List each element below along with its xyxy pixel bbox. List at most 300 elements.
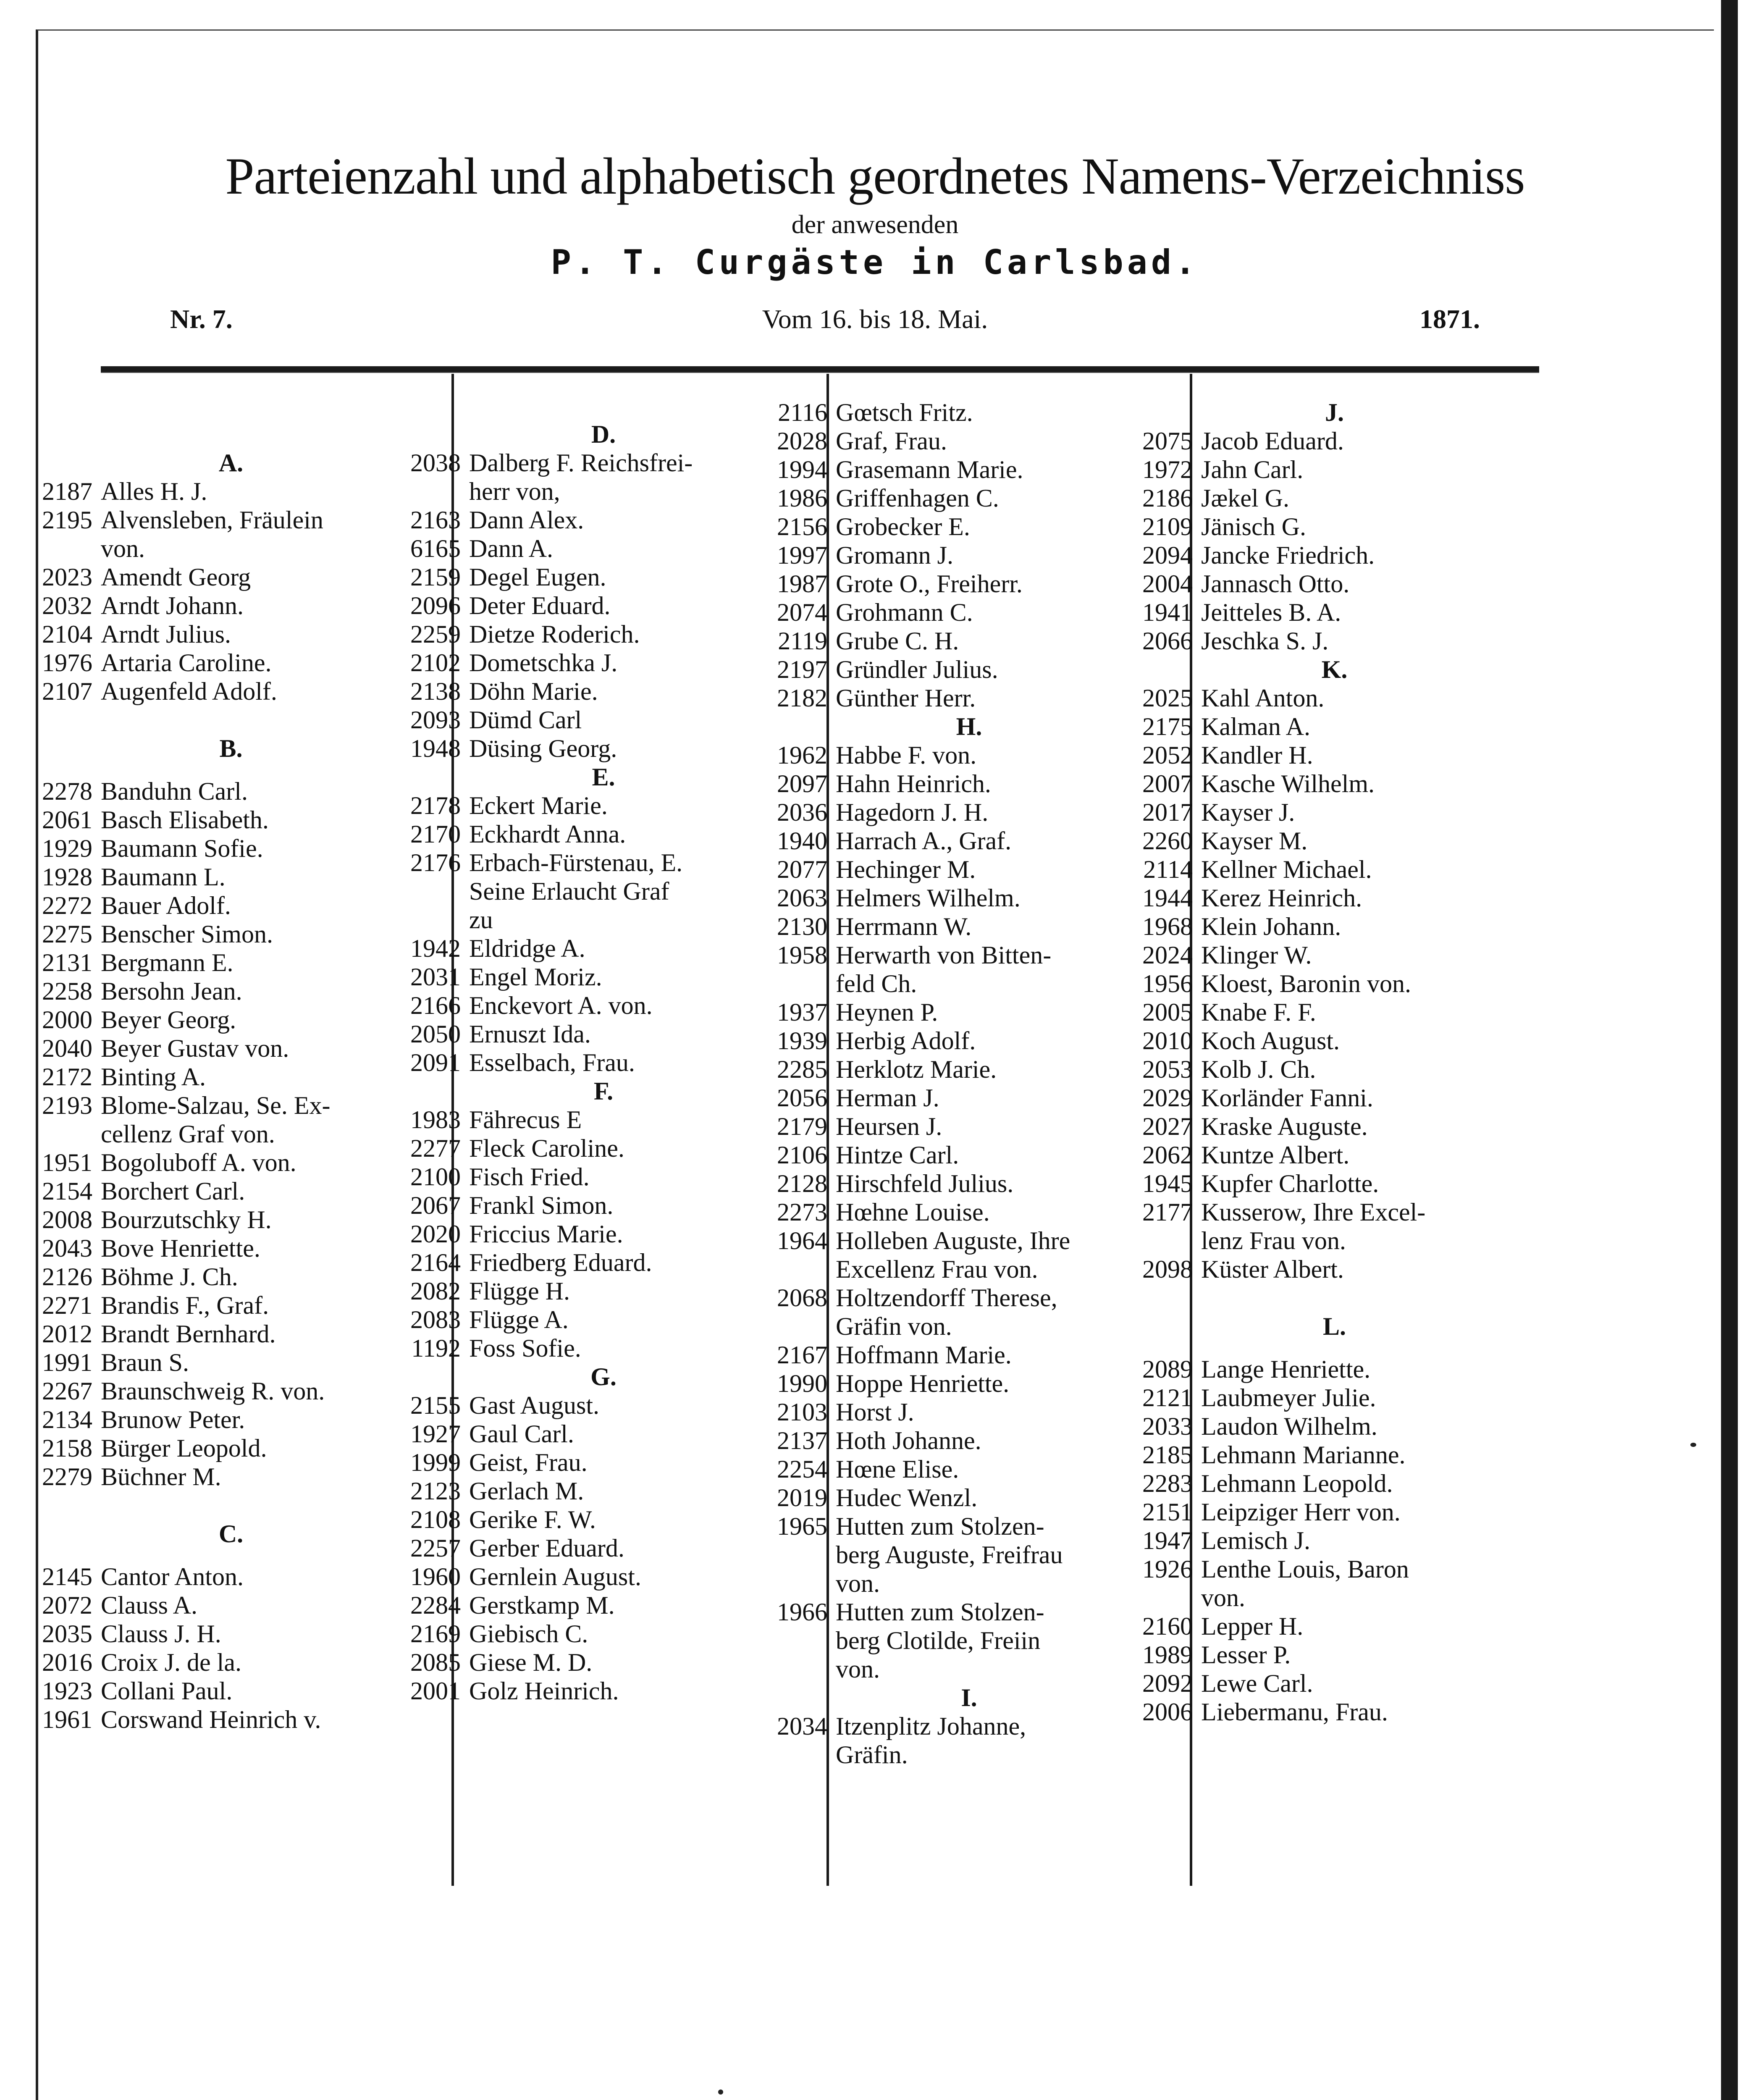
- guest-name-continued: Seine Erlaucht Graf: [469, 877, 669, 905]
- guest-name: Jækel G.: [1201, 484, 1289, 512]
- guest-name: Cantor Anton.: [101, 1563, 244, 1591]
- guest-name: Graf, Frau.: [836, 427, 947, 455]
- list-item: [1115, 1498, 1554, 1526]
- list-item: [1115, 1383, 1554, 1412]
- guest-name: Kerez Heinrich.: [1201, 884, 1362, 912]
- guest-name: Geist, Frau.: [469, 1449, 588, 1476]
- guest-name: Koch August.: [1201, 1027, 1340, 1055]
- section-heading: J.: [1325, 399, 1344, 426]
- guest-name: Kayser J.: [1201, 798, 1295, 826]
- party-number: 1968: [1142, 913, 1193, 940]
- list-item: [15, 477, 447, 506]
- guest-name: Amendt Georg: [101, 563, 251, 591]
- party-number: 2126: [42, 1263, 92, 1291]
- party-number: 2092: [1142, 1670, 1193, 1697]
- entry-line: [15, 920, 447, 948]
- party-number: 1999: [410, 1449, 461, 1476]
- guest-name: Harrach A., Graf.: [836, 827, 1012, 855]
- party-number: 2063: [777, 884, 827, 912]
- guest-name: Alvensleben, Fräulein: [101, 506, 323, 534]
- list-item: [1115, 969, 1554, 998]
- entry-line: [1115, 684, 1554, 712]
- party-number: 6165: [410, 535, 461, 562]
- party-number: 2089: [1142, 1355, 1193, 1383]
- list-item: [15, 563, 447, 591]
- entry-line: [1115, 1084, 1554, 1112]
- guest-name: Dümd Carl: [469, 706, 582, 734]
- guest-name: Lange Henriette.: [1201, 1355, 1371, 1383]
- party-number: 2159: [410, 563, 461, 591]
- guest-name: Korländer Fanni.: [1201, 1084, 1373, 1112]
- print-speck: [718, 2090, 723, 2095]
- print-speck: [1690, 1443, 1696, 1447]
- list-item: [1115, 1055, 1554, 1084]
- guest-name: Horst J.: [836, 1398, 914, 1426]
- entry-line: [15, 1620, 447, 1648]
- section-heading: K.: [1321, 656, 1348, 683]
- list-item: [1115, 1141, 1554, 1169]
- party-number: 1962: [777, 741, 827, 769]
- party-number: 2033: [1142, 1412, 1193, 1440]
- list-item: [15, 1063, 447, 1091]
- guest-name: Dometschka J.: [469, 649, 618, 677]
- guest-name: Hechinger M.: [836, 856, 976, 883]
- guest-name: Jeschka S. J.: [1201, 627, 1329, 655]
- entry-line: [15, 1348, 447, 1377]
- party-number: 2275: [42, 920, 92, 948]
- entry-line: [1115, 1355, 1554, 1383]
- party-number: 2267: [42, 1377, 92, 1405]
- list-item: [1115, 827, 1554, 855]
- guest-name-continued: feld Ch.: [836, 970, 917, 998]
- list-item: [1115, 912, 1554, 941]
- list-item: [15, 1034, 447, 1063]
- guest-name: Griffenhagen C.: [836, 484, 999, 512]
- party-number: 2278: [42, 777, 92, 805]
- guest-name: Dietze Roderich.: [469, 620, 640, 648]
- party-number: 2172: [42, 1063, 92, 1091]
- guest-name: Lehmann Leopold.: [1201, 1470, 1393, 1497]
- guest-name: Lepper H.: [1201, 1612, 1304, 1640]
- entry-line: [15, 1377, 447, 1405]
- guest-name: Lewe Carl.: [1201, 1670, 1313, 1697]
- list-item: [1115, 484, 1554, 512]
- list-item: [15, 806, 447, 834]
- section-heading: B.: [219, 735, 243, 762]
- list-item: [1115, 1026, 1554, 1055]
- list-item: [1115, 541, 1554, 570]
- entry-line: [1115, 1383, 1554, 1412]
- party-number: 2258: [42, 977, 92, 1005]
- party-number: 1927: [410, 1420, 461, 1448]
- guest-name: Braunschweig R. von.: [101, 1377, 325, 1405]
- list-item: [1115, 1084, 1554, 1112]
- entry-line: [15, 1148, 447, 1177]
- entry-line: [15, 1234, 447, 1263]
- entry-line: [15, 834, 447, 863]
- guest-name: Engel Moriz.: [469, 963, 602, 991]
- entry-line: [15, 863, 447, 891]
- list-item: [15, 506, 447, 563]
- guest-name-continued: cellenz Graf von.: [101, 1120, 275, 1148]
- party-number: 2179: [777, 1113, 827, 1140]
- guest-name: Dann A.: [469, 535, 553, 562]
- party-number: 2176: [410, 849, 461, 877]
- guest-name: Augenfeld Adolf.: [101, 677, 277, 705]
- entry-line: [15, 777, 447, 806]
- guest-name: Bogoluboff A. von.: [101, 1149, 296, 1176]
- entry-line: [1115, 1255, 1554, 1284]
- guest-name-continued: lenz Frau von.: [1201, 1227, 1346, 1255]
- entry-line: [1115, 1412, 1554, 1441]
- guest-name: Collani Paul.: [101, 1677, 233, 1705]
- party-number: 2271: [42, 1292, 92, 1319]
- entry-line: [15, 1034, 447, 1063]
- guest-name: Hintze Carl.: [836, 1141, 959, 1169]
- guest-name: Gœtsch Fritz.: [836, 399, 973, 426]
- list-item: [1115, 1198, 1554, 1255]
- party-number: 2121: [1142, 1384, 1193, 1412]
- list-item: [15, 648, 447, 677]
- entry-line: [15, 1291, 447, 1320]
- list-item: [1115, 741, 1554, 769]
- list-item: [1115, 941, 1554, 969]
- party-number: 2185: [1142, 1441, 1193, 1469]
- guest-name: Arndt Johann.: [101, 592, 244, 620]
- list-item: [1115, 455, 1554, 484]
- guest-name: Herbig Adolf.: [836, 1027, 976, 1055]
- entry-line: [1115, 1141, 1554, 1169]
- party-number: 2182: [777, 684, 827, 712]
- entry-line: [15, 948, 447, 977]
- section-heading: D.: [591, 420, 616, 448]
- party-number: 2023: [42, 563, 92, 591]
- entry-line: [15, 620, 447, 648]
- party-number: 2035: [42, 1620, 92, 1648]
- party-number: 2031: [410, 963, 461, 991]
- guest-name: Klein Johann.: [1201, 913, 1341, 940]
- party-number: 2012: [42, 1320, 92, 1348]
- guest-name: Fisch Fried.: [469, 1163, 590, 1191]
- party-number: 2050: [410, 1020, 461, 1048]
- guest-name-continued: Gräfin von.: [836, 1312, 952, 1340]
- guest-name: Gerike F. W.: [469, 1506, 596, 1533]
- section-heading: H.: [956, 713, 982, 740]
- list-item: [15, 1677, 447, 1705]
- guest-name: Alles H. J.: [101, 478, 207, 505]
- list-item: [15, 834, 447, 863]
- party-number: 2017: [1142, 798, 1193, 826]
- entry-line: [1115, 1612, 1554, 1641]
- guest-name: Bersohn Jean.: [101, 977, 242, 1005]
- issue-number: Nr. 7.: [170, 304, 233, 334]
- guest-name: Herman J.: [836, 1084, 939, 1112]
- guest-name: Laudon Wilhelm.: [1201, 1412, 1377, 1440]
- guest-name: Hagedorn J. H.: [836, 798, 989, 826]
- guest-name: Leipziger Herr von.: [1201, 1498, 1401, 1526]
- party-number: 2001: [410, 1677, 461, 1705]
- guest-name: Kandler H.: [1201, 741, 1313, 769]
- list-item: [15, 1620, 447, 1648]
- guest-name: Büchner M.: [101, 1463, 221, 1491]
- guest-name: Gerber Eduard.: [469, 1534, 624, 1562]
- guest-name: Corswand Heinrich v.: [101, 1706, 321, 1733]
- spacer: [15, 420, 447, 449]
- party-number: 2007: [1142, 770, 1193, 798]
- party-number: 2100: [410, 1163, 461, 1191]
- guest-name-continued: berg Auguste, Freifrau: [836, 1541, 1063, 1569]
- party-number: 1997: [777, 541, 827, 569]
- guest-name: Kellner Michael.: [1201, 856, 1372, 883]
- guest-name: Gerlach M.: [469, 1477, 584, 1505]
- party-number: 2177: [1142, 1198, 1193, 1226]
- party-number: 1987: [777, 570, 827, 598]
- entry-line: [1115, 570, 1554, 598]
- party-number: 2027: [1142, 1113, 1193, 1140]
- guest-name: Croix J. de la.: [101, 1648, 241, 1676]
- guest-name: Kayser M.: [1201, 827, 1308, 855]
- party-number: 2160: [1142, 1612, 1193, 1640]
- entry-line: [1115, 1698, 1554, 1726]
- guest-name: Herklotz Marie.: [836, 1055, 997, 1083]
- guest-name: Enckevort A. von.: [469, 992, 653, 1019]
- party-number: 2024: [1142, 941, 1193, 969]
- guest-name: Lemisch J.: [1201, 1527, 1310, 1554]
- entry-line: [1115, 1555, 1554, 1583]
- guest-name: Eckert Marie.: [469, 792, 608, 819]
- party-number: 2102: [410, 649, 461, 677]
- guest-name: Grobecker E.: [836, 513, 970, 541]
- party-number: 2004: [1142, 570, 1193, 598]
- guest-name: Golz Heinrich.: [469, 1677, 619, 1705]
- party-number: 1956: [1142, 970, 1193, 998]
- list-item: [1115, 1169, 1554, 1198]
- party-number: 2166: [410, 992, 461, 1019]
- guest-name-continued: von.: [836, 1570, 880, 1597]
- guest-name: Hutten zum Stolzen-: [836, 1512, 1044, 1540]
- guest-name: Bergmann E.: [101, 949, 234, 976]
- guest-name: Jänisch G.: [1201, 513, 1306, 541]
- guest-name: Hoffmann Marie.: [836, 1341, 1012, 1369]
- entry-line: [1115, 1055, 1554, 1084]
- guest-name: Herrmann W.: [836, 913, 972, 940]
- party-number: 2154: [42, 1177, 92, 1205]
- guest-name: Grote O., Freiherr.: [836, 570, 1023, 598]
- guest-name: Fährecus E: [469, 1106, 582, 1134]
- list-item: [15, 948, 447, 977]
- guest-name: Brunow Peter.: [101, 1406, 245, 1433]
- guest-name: Bauer Adolf.: [101, 892, 231, 919]
- list-item: [1115, 684, 1554, 712]
- party-number: 2145: [42, 1563, 92, 1591]
- section-heading: E.: [592, 763, 615, 791]
- entry-line: [1115, 741, 1554, 769]
- list-item: [1115, 1612, 1554, 1641]
- guest-name: Hœne Elise.: [836, 1455, 959, 1483]
- section-heading: G.: [590, 1363, 617, 1391]
- list-item: [15, 1648, 447, 1677]
- guest-name: Ernuszt Ida.: [469, 1020, 591, 1048]
- list-item: [15, 1177, 447, 1205]
- header-rule: [101, 366, 1539, 373]
- party-number: 2094: [1142, 541, 1193, 569]
- list-item: [15, 1705, 447, 1734]
- guest-name: Lesser P.: [1201, 1641, 1291, 1669]
- guest-name: Hoth Johanne.: [836, 1427, 981, 1454]
- guest-name: Dalberg F. Reichsfrei-: [469, 449, 693, 477]
- section-heading: C.: [218, 1520, 244, 1548]
- entry-line: [1115, 855, 1554, 884]
- entry-line: [1115, 541, 1554, 570]
- guest-name: Baumann Sofie.: [101, 835, 263, 862]
- entry-line: [1115, 1112, 1554, 1141]
- party-number: 2072: [42, 1591, 92, 1619]
- entry-line: [1115, 912, 1554, 941]
- list-item: [1115, 1698, 1554, 1726]
- entry-line: [1115, 1498, 1554, 1526]
- guest-name: Jeitteles B. A.: [1201, 598, 1341, 626]
- guest-name: Beyer Gustav von.: [101, 1034, 289, 1062]
- party-number: 2279: [42, 1463, 92, 1491]
- guest-name: Friedberg Eduard.: [469, 1249, 652, 1276]
- guest-name: Gast August.: [469, 1391, 600, 1419]
- guest-name-continued: berg Clotilde, Freiin: [836, 1627, 1041, 1654]
- guest-name: Clauss J. H.: [101, 1620, 221, 1648]
- entry-line: [15, 1434, 447, 1462]
- entry-line: [1115, 1641, 1554, 1669]
- guest-name: Habbe F. von.: [836, 741, 977, 769]
- party-number: 1926: [1142, 1555, 1193, 1583]
- guest-name: Günther Herr.: [836, 684, 976, 712]
- guest-name: Esselbach, Frau.: [469, 1049, 635, 1076]
- party-number: 2008: [42, 1206, 92, 1234]
- party-number: 2077: [777, 856, 827, 883]
- guest-name: Böhme J. Ch.: [101, 1263, 238, 1291]
- list-item: [15, 1263, 447, 1291]
- party-number: 2155: [410, 1391, 461, 1419]
- party-number: 1937: [777, 998, 827, 1026]
- party-number: 2006: [1142, 1698, 1193, 1726]
- guest-name: Heynen P.: [836, 998, 938, 1026]
- party-number: 2169: [410, 1620, 461, 1648]
- party-number: 2074: [777, 598, 827, 626]
- guest-name: Banduhn Carl.: [101, 777, 248, 805]
- entry-line: [1115, 798, 1554, 827]
- guest-name: Hoppe Henriette.: [836, 1370, 1010, 1397]
- party-number: 2277: [410, 1134, 461, 1162]
- party-number: 2062: [1142, 1141, 1193, 1169]
- guest-name: Holleben Auguste, Ihre: [836, 1227, 1070, 1255]
- party-number: 1939: [777, 1027, 827, 1055]
- guest-name: Küster Albert.: [1201, 1255, 1344, 1283]
- guest-name: Liebermanu, Frau.: [1201, 1698, 1388, 1726]
- list-item: [15, 1562, 447, 1591]
- guest-name: Giese M. D.: [469, 1648, 593, 1676]
- list-item: [15, 677, 447, 706]
- party-number: 2082: [410, 1277, 461, 1305]
- party-number: 2025: [1142, 684, 1193, 712]
- guest-name: Gromann J.: [836, 541, 953, 569]
- party-number: 2134: [42, 1406, 92, 1433]
- list-item: [15, 1377, 447, 1405]
- party-number: 1965: [777, 1512, 827, 1540]
- guest-name: Holtzendorff Therese,: [836, 1284, 1057, 1312]
- guest-name: Lehmann Marianne.: [1201, 1441, 1406, 1469]
- party-number: 2284: [410, 1591, 461, 1619]
- list-item: [1115, 1255, 1554, 1284]
- list-item: [15, 1205, 447, 1234]
- list-item: [1115, 1669, 1554, 1698]
- entry-line: [1115, 884, 1554, 912]
- party-number: 2091: [410, 1049, 461, 1076]
- party-number: 2019: [777, 1484, 827, 1512]
- guest-name: Kupfer Charlotte.: [1201, 1170, 1379, 1197]
- party-number: 2273: [777, 1198, 827, 1226]
- party-number: 2131: [42, 949, 92, 976]
- party-number: 2029: [1142, 1084, 1193, 1112]
- entry-line: [1115, 455, 1554, 484]
- guest-name: Itzenplitz Johanne,: [836, 1712, 1026, 1740]
- list-item: [1115, 998, 1554, 1026]
- guest-name: Artaria Caroline.: [101, 649, 272, 677]
- list-item: [1115, 1355, 1554, 1383]
- list-item: [1115, 1112, 1554, 1141]
- entry-line: [1115, 1441, 1554, 1469]
- party-number: 1923: [42, 1677, 92, 1705]
- party-number: 1192: [411, 1334, 461, 1362]
- party-number: 2178: [410, 792, 461, 819]
- guest-name: Gerstkamp M.: [469, 1591, 615, 1619]
- guest-name-continued: von.: [1201, 1584, 1245, 1612]
- guest-name: Bourzutschky H.: [101, 1206, 272, 1234]
- party-number: 2164: [410, 1249, 461, 1276]
- party-number: 2195: [42, 506, 92, 534]
- party-number: 1951: [42, 1149, 92, 1176]
- guest-name: Degel Eugen.: [469, 563, 606, 591]
- entry-line: [1115, 627, 1554, 655]
- guest-name: Grohmann C.: [836, 598, 973, 626]
- party-number: 1960: [410, 1563, 461, 1591]
- guest-name-continued: herr von,: [469, 478, 560, 505]
- party-number: 2272: [42, 892, 92, 919]
- party-number: 1991: [42, 1349, 92, 1376]
- party-number: 1928: [42, 863, 92, 891]
- party-number: 1948: [410, 735, 461, 762]
- party-number: 2066: [1142, 627, 1193, 655]
- entry-line: [1115, 598, 1554, 627]
- guest-name: Braun S.: [101, 1349, 189, 1376]
- guest-name: Benscher Simon.: [101, 920, 273, 948]
- list-item: [1115, 884, 1554, 912]
- guest-name: Kuntze Albert.: [1201, 1141, 1350, 1169]
- column-4: [1115, 398, 1554, 1726]
- entry-line: [15, 1705, 447, 1734]
- party-number: 2097: [777, 770, 827, 798]
- section-heading: F.: [593, 1077, 614, 1105]
- party-number: 2040: [42, 1034, 92, 1062]
- guest-name: Hahn Heinrich.: [836, 770, 991, 798]
- entry-line: [15, 1005, 447, 1034]
- guest-name: Kusserow, Ihre Excel-: [1201, 1198, 1426, 1226]
- guest-name: Laubmeyer Julie.: [1201, 1384, 1376, 1412]
- guest-name: Grube C. H.: [836, 627, 959, 655]
- list-item: [15, 1405, 447, 1434]
- list-item: [15, 620, 447, 648]
- section-heading: L.: [1322, 1312, 1346, 1340]
- entry-line: [1115, 941, 1554, 969]
- issue-year: 1871.: [1419, 304, 1480, 334]
- party-number: 1976: [42, 649, 92, 677]
